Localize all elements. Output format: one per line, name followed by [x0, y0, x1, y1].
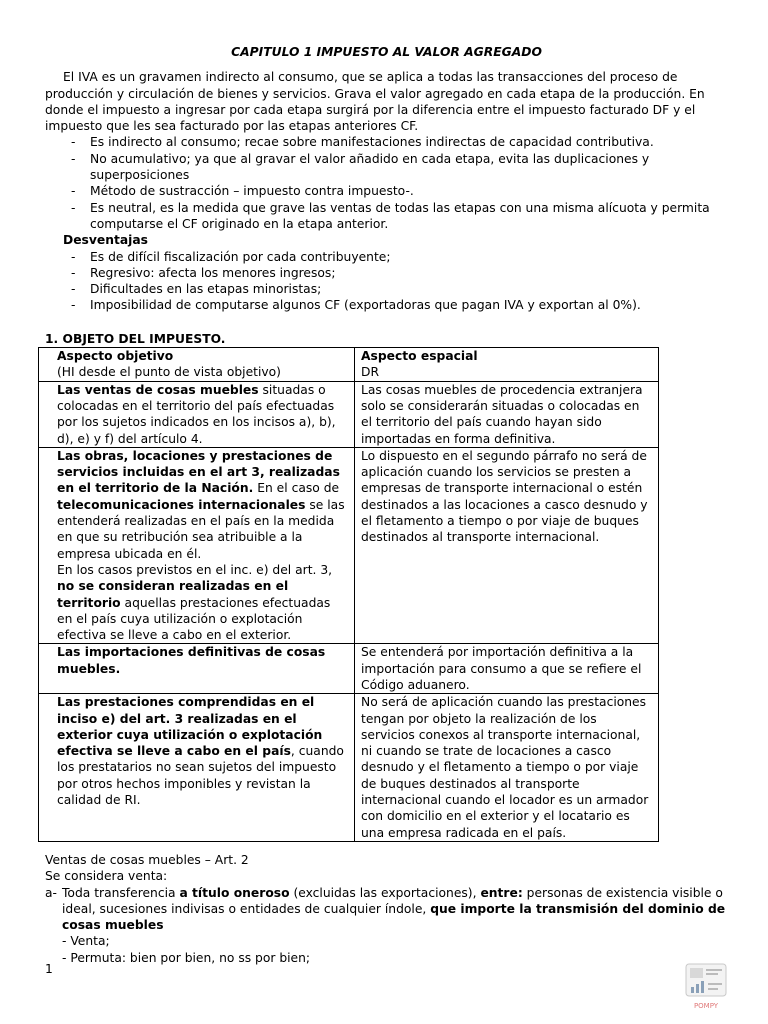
column-header: Aspecto espacial	[361, 349, 478, 364]
table-cell	[39, 348, 355, 382]
bold-text: Las prestaciones comprendidas en el inciso e) del art. 3 realizadas en el exterior cuya utilización o explotación efectiva se lleve a cabo en el país	[57, 695, 323, 759]
table-row	[39, 644, 659, 694]
object-table	[38, 347, 659, 842]
list-item-a	[45, 885, 728, 966]
pompy-logo	[683, 960, 729, 1012]
cell-text: aquellas prestaciones efectuadas en el país cuya utilización o explotación efectiva se lleve a cabo en el exterior.	[57, 595, 331, 643]
cell-text: se las entenderá realizadas en el país en la medida en que su retribución sea atribuible a la empresa ubicada en él.	[57, 497, 345, 561]
bold-text: Las importaciones definitivas de cosas muebles.	[57, 645, 326, 676]
table-cell	[39, 381, 355, 447]
intro-paragraph: El IVA es un gravamen indirecto al consumo, que se aplica a todas las transacciones del proceso de producción y circulación de bienes y servicios. Grava el valor agregado en cada etapa de la producción. En donde el impuesto a ingresar por cada etapa surgirá por la diferencia entre el impuesto facturado DF y el impuesto que les sea facturado por las etapas anteriores CF.	[45, 70, 705, 134]
table-row	[39, 348, 659, 382]
table-cell	[39, 644, 355, 694]
bold-text: no se consideran realizadas en el territorio	[57, 579, 289, 610]
table-row	[39, 694, 659, 842]
bold-text: Las obras, locaciones y prestaciones de servicios incluidas en el art 3, realizadas en el territorio de la Nación.	[57, 448, 340, 496]
list-item: - Método de sustracción – impuesto contra impuesto-.	[71, 183, 728, 199]
item-text: Toda transferencia	[62, 885, 180, 900]
cell-text: En el caso de	[253, 481, 340, 496]
se-considera-text: Se considera venta:	[45, 869, 168, 884]
pompy-logo-icon	[683, 960, 729, 1012]
disadvantages-heading: Desventajas	[63, 233, 148, 248]
sub-item: - Permuta: bien por bien, no ss por bien;	[62, 950, 311, 965]
item-text: (excluidas las exportaciones),	[289, 885, 481, 900]
column-subheader: (HI desde el punto de vista objetivo)	[57, 365, 281, 380]
cell-text: situadas o colocadas en el territorio del país efectuadas por los sujetos indicados en los incisos a), b), d), e) y f) del artículo 4.	[57, 382, 336, 446]
ventas-heading: Ventas de cosas muebles – Art. 2	[45, 852, 249, 867]
list-item: - No acumulativo; ya que al gravar el valor añadido en cada etapa, evita las duplicaciones y superposiciones	[71, 151, 728, 184]
list-label: a-	[45, 885, 57, 900]
cell-text: En los casos previstos en el inc. e) del art. 3,	[57, 562, 333, 577]
sub-item: - Venta;	[62, 934, 110, 949]
column-subheader: DR	[361, 365, 380, 380]
document-title: CAPITULO 1 IMPUESTO AL VALOR AGREGADO	[231, 45, 542, 59]
list-item: - Regresivo: afecta los menores ingresos;	[71, 265, 728, 281]
table-row	[39, 381, 659, 447]
list-item: - Dificultades en las etapas minoristas;	[71, 281, 728, 297]
table-row	[39, 447, 659, 644]
list-item: - Es neutral, es la medida que grave las ventas de todas las etapas con una misma alícuota y permita computarse el CF originado en la etapa anterior.	[71, 200, 728, 233]
table-cell: Se entenderá por importación definitiva a la importación para consumo a que se refiere el Código aduanero.	[355, 644, 659, 694]
table-cell: Lo dispuesto en el segundo párrafo no será de aplicación cuando los servicios se presten a empresas de transporte internacional o estén destinados a las locaciones a casco desnudo y el fletamento a tiempo o por viaje de buques destinados al transporte internacional.	[355, 447, 659, 644]
disadvantages-list	[45, 249, 728, 314]
item-text: personas de existencia visible o ideal, sucesiones indivisas o entidades de cualquier índole,	[62, 885, 723, 916]
document-page	[45, 44, 728, 966]
section-heading: 1. OBJETO DEL IMPUESTO.	[45, 331, 226, 346]
bold-text: entre:	[480, 885, 523, 900]
table-cell: No será de aplicación cuando las prestaciones tengan por objeto la realización de los servicios conexos al transporte internacional, ni cuando se trate de locaciones a casco desnudo y el fletamento a tiempo o por viaje de buques destinados al transporte internacional cuando el locador es un armador con domicilio en el exterior y el locatario es una empresa radicada en el país.	[355, 694, 659, 842]
page-number: 1	[45, 962, 53, 976]
cell-text: , cuando los prestatarios no sean sujetos del impuesto por otros hechos imponibles y revistan la calidad de RI.	[57, 744, 344, 808]
features-list	[45, 134, 728, 232]
bold-text: que importe la transmisión del dominio de cosas muebles	[62, 901, 726, 933]
list-item: - Es de difícil fiscalización por cada contribuyente;	[71, 249, 728, 265]
bold-text: a título oneroso	[179, 885, 290, 900]
table-cell	[39, 694, 355, 842]
table-cell	[39, 447, 355, 644]
table-cell: Las cosas muebles de procedencia extranjera solo se considerarán situadas o colocadas en el territorio del país cuando hayan sido importadas en forma definitiva.	[355, 381, 659, 447]
list-item: - Imposibilidad de computarse algunos CF (exportadoras que pagan IVA y exportan al 0%).	[71, 297, 728, 313]
column-header: Aspecto objetivo	[57, 349, 174, 364]
table-cell	[355, 348, 659, 382]
list-item: - Es indirecto al consumo; recae sobre manifestaciones indirectas de capacidad contributiva.	[71, 134, 728, 150]
logo-text: POMPY	[693, 1002, 719, 1010]
bold-text: Las ventas de cosas muebles	[57, 382, 259, 397]
bold-text: telecomunicaciones internacionales	[57, 497, 306, 512]
